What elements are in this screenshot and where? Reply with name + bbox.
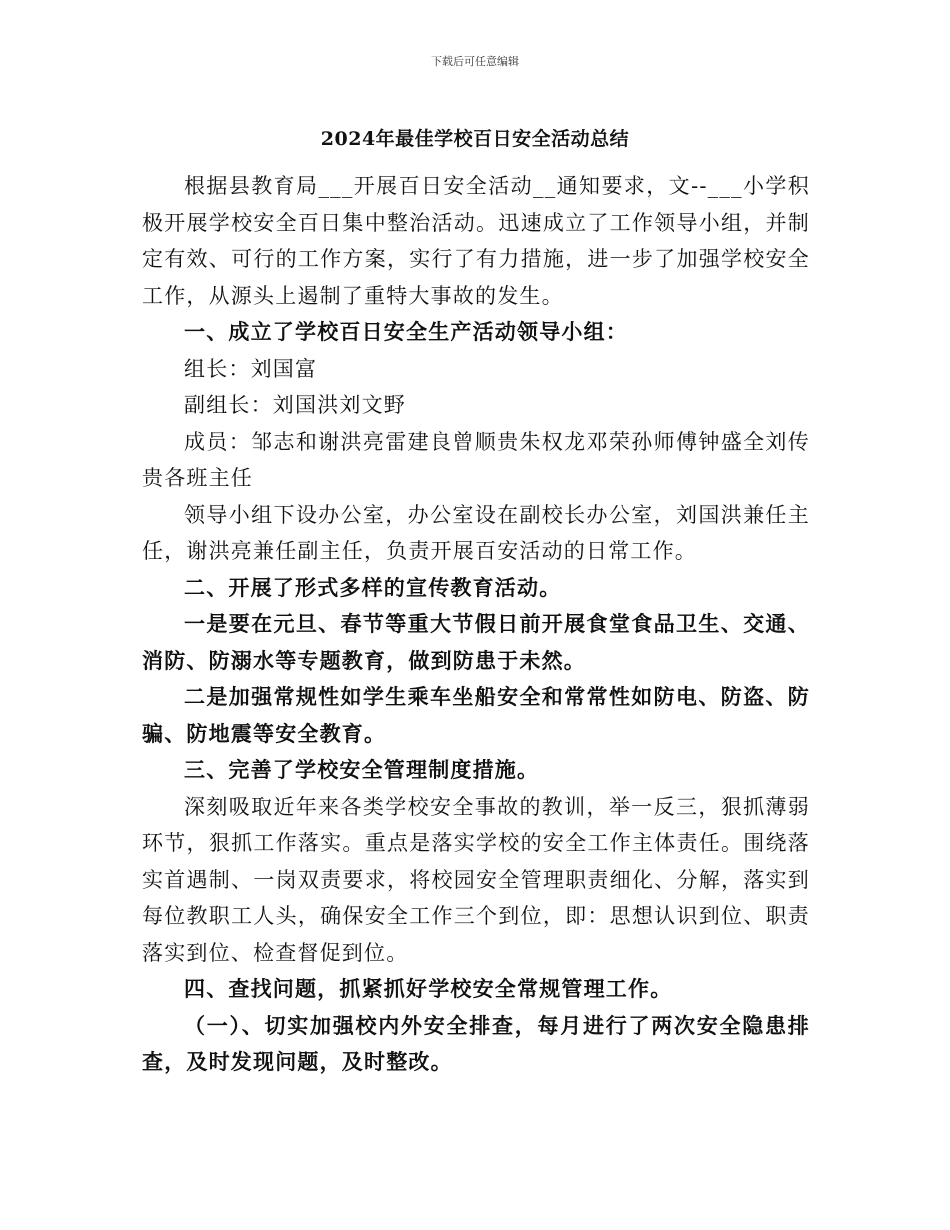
paragraph-deputy-leader: 副组长：刘国洪刘文野 <box>184 393 406 417</box>
paragraph-subsection-1: （一）、切实加强校内外安全排查，每月进行了两次安全隐患排查，及时发现问题，及时整改。 <box>142 1012 810 1074</box>
document-title: 2024年最佳学校百日安全活动总结 <box>320 128 630 150</box>
paragraph-members: 成员：邹志和谢洪亮雷建良曾顺贵朱权龙邓荣孙师傅钟盛全刘传贵各班主任 <box>142 429 810 490</box>
header-note: 下载后可任意编辑 <box>431 55 519 68</box>
paragraph-lessons: 深刻吸取近年来各类学校安全事故的教训，举一反三，狠抓薄弱环节，狠抓工作落实。重点是落实学校的安全工作主体责任。围绕落实首遇制、一岗双责要求，将校园安全管理职责细化、分解，落实到每位教职工人头，确保安全工作三个到位，即：思想认识到位、职责落实到位、检查督促到位。 <box>142 794 810 965</box>
paragraph-point-two: 二是加强常规性如学生乘车坐船安全和常常性如防电、防盗、防骗、防地震等安全教育。 <box>142 684 810 746</box>
paragraph-leader: 组长：刘国富 <box>184 356 318 381</box>
heading-section-4: 四、查找问题，抓紧抓好学校安全常规管理工作。 <box>184 976 673 1001</box>
paragraph-intro: 根据县教育局___开展百日安全活动__通知要求，文--___小学积极开展学校安全百日集中整治活动。迅速成立了工作领导小组，并制定有效、可行的工作方案，实行了有力措施，进一步了加强学校安全工作，从源头上遏制了重特大事故的发生。 <box>142 174 810 308</box>
heading-section-3: 三、完善了学校安全管理制度措施。 <box>184 757 540 782</box>
paragraph-office: 领导小组下设办公室，办公室设在副校长办公室，刘国洪兼任主任，谢洪亮兼任副主任，负责开展百安活动的日常工作。 <box>142 502 810 563</box>
document-body <box>142 168 810 1081</box>
heading-section-1: 一、成立了学校百日安全生产活动领导小组： <box>184 319 628 344</box>
paragraph-point-one: 一是要在元旦、春节等重大节假日前开展食堂食品卫生、交通、消防、防溺水等专题教育，做到防患于未然。 <box>142 611 810 673</box>
heading-section-2: 二、开展了形式多样的宣传教育活动。 <box>184 574 562 600</box>
